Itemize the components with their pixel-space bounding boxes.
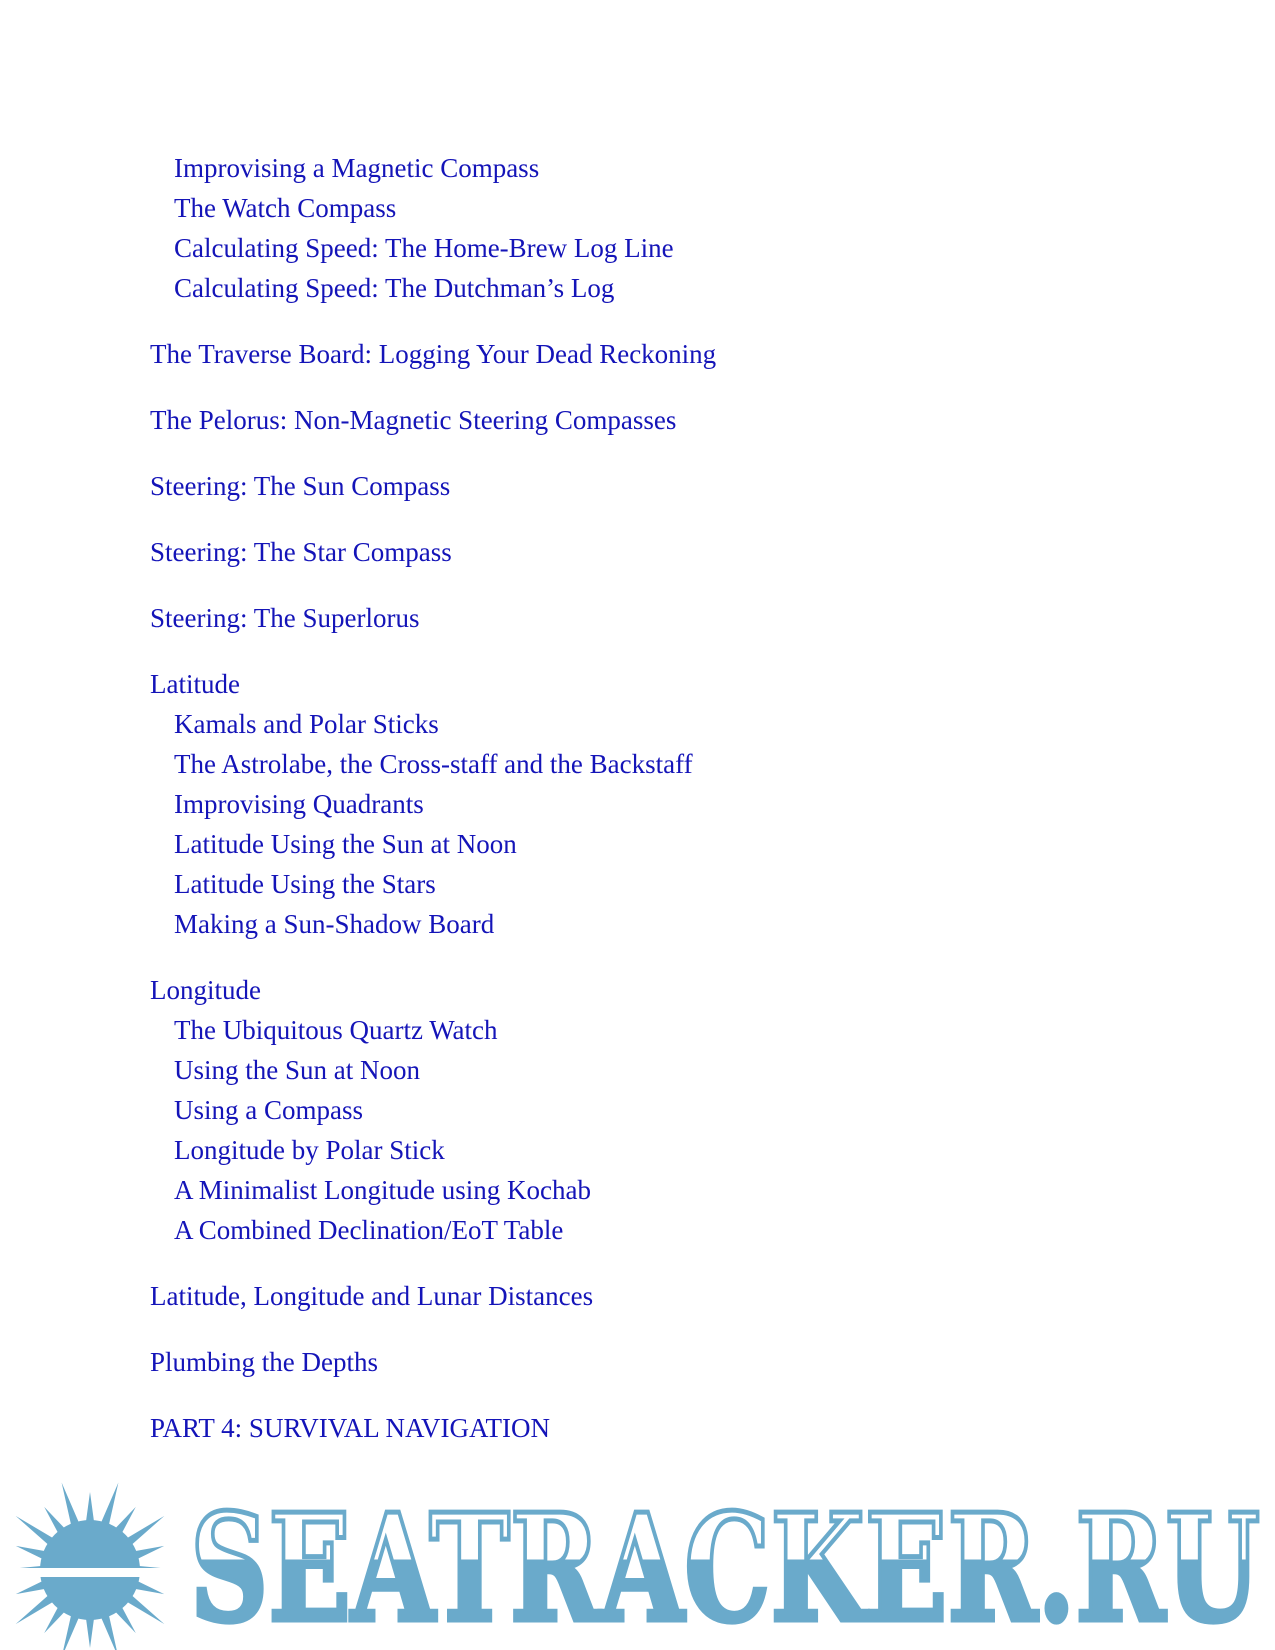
watermark-text: SEATRACKER.RU [190,1481,1260,1650]
toc-link[interactable]: Steering: The Star Compass [150,537,452,567]
toc-link[interactable]: The Pelorus: Non-Magnetic Steering Compasses [150,405,677,435]
toc-link[interactable]: Latitude, Longitude and Lunar Distances [150,1281,594,1311]
toc-link[interactable]: Latitude [150,669,240,699]
toc-link[interactable]: A Minimalist Longitude using Kochab [174,1175,591,1205]
toc-link[interactable]: Improvising a Magnetic Compass [174,153,540,183]
toc-link[interactable]: Latitude Using the Stars [174,869,436,899]
toc-link[interactable]: Calculating Speed: The Dutchman’s Log [174,273,615,303]
toc-link[interactable]: Latitude Using the Sun at Noon [174,829,517,859]
toc-link[interactable]: Using the Sun at Noon [174,1055,420,1085]
table-of-contents [150,148,1150,1448]
toc-link[interactable]: The Traverse Board: Logging Your Dead Reckoning [150,339,717,369]
toc-link[interactable]: Kamals and Polar Sticks [174,709,439,739]
toc-link[interactable]: Longitude by Polar Stick [174,1135,445,1165]
sun-logo-icon [0,1483,190,1650]
toc-link[interactable]: Plumbing the Depths [150,1347,378,1377]
toc-link[interactable]: The Watch Compass [174,193,397,223]
toc-link[interactable]: Using a Compass [174,1095,363,1125]
toc-link[interactable]: Steering: The Superlorus [150,603,420,633]
toc-link[interactable]: The Astrolabe, the Cross-staff and the Backstaff [174,749,693,779]
toc-link[interactable]: Calculating Speed: The Home-Brew Log Line [174,233,674,263]
toc-link[interactable]: A Combined Declination/EoT Table [174,1215,564,1245]
toc-link[interactable]: Steering: The Sun Compass [150,471,451,501]
toc-link[interactable]: Improvising Quadrants [174,789,424,819]
seatracker-watermark [0,1455,1275,1650]
toc-link[interactable]: Making a Sun-Shadow Board [174,909,495,939]
toc-link[interactable]: Longitude [150,975,261,1005]
toc-link[interactable]: The Ubiquitous Quartz Watch [174,1015,498,1045]
toc-link[interactable]: PART 4: SURVIVAL NAVIGATION [150,1413,551,1443]
